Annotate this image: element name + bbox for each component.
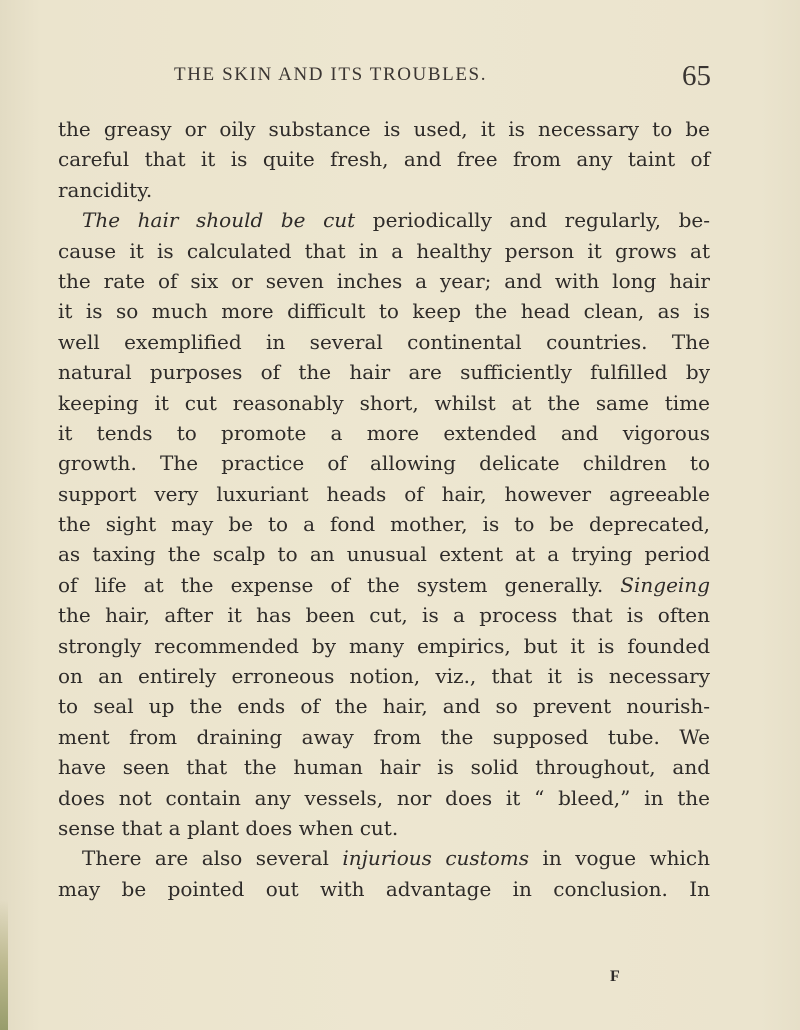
text-line: sense that a plant does when cut. bbox=[58, 815, 399, 840]
text-line bbox=[58, 843, 710, 873]
text-line: keeping it cut reasonably short, whilst at the same time bbox=[58, 390, 710, 415]
text-line: the greasy or oily substance is used, it is necessary to be bbox=[58, 117, 710, 141]
text-line: natural purposes of the hair are sufficiently fulfilled by bbox=[58, 360, 710, 385]
text-line: ment from draining away from the supposed tube. We bbox=[58, 724, 710, 749]
page-number: 65 bbox=[682, 60, 711, 92]
italic-phrase: injurious customs bbox=[342, 846, 529, 871]
text-line: to seal up the ends of the hair, and so prevent nourish- bbox=[58, 694, 710, 719]
text-line: rancidity. bbox=[58, 177, 153, 202]
text-line: the sight may be to a fond mother, is to be deprecated, bbox=[58, 512, 710, 537]
text-segment: of life at the expense of the system generally. bbox=[58, 572, 621, 597]
text-line: well exemplified in several continental countries. The bbox=[58, 329, 710, 354]
italic-phrase: Singeing bbox=[620, 572, 710, 597]
text-line: as taxing the scalp to an unusual extent at a trying period bbox=[58, 542, 710, 567]
page-edge-stain bbox=[0, 900, 8, 1030]
page-header bbox=[0, 60, 800, 100]
text-line: may be pointed out with advantage in conclusion. In bbox=[58, 876, 710, 901]
text-line: support very luxuriant heads of hair, however agreeable bbox=[58, 481, 710, 506]
body-text bbox=[58, 114, 710, 904]
text-line: growth. The practice of allowing delicate children to bbox=[58, 451, 710, 476]
text-segment: in vogue which bbox=[529, 846, 711, 871]
text-line: the rate of six or seven inches a year; and with long hair bbox=[58, 268, 710, 293]
text-segment: periodically and regularly, be- bbox=[355, 208, 710, 233]
signature-mark: F bbox=[610, 968, 620, 985]
text-line bbox=[58, 205, 710, 235]
text-line: on an entirely erroneous notion, viz., that it is necessary bbox=[58, 664, 710, 689]
text-line bbox=[58, 570, 710, 600]
text-line: it is so much more difficult to keep the head clean, as is bbox=[58, 299, 710, 324]
text-line: have seen that the human hair is solid throughout, and bbox=[58, 755, 710, 780]
text-line: strongly recommended by many empirics, but it is founded bbox=[58, 633, 710, 658]
text-segment: There are also several bbox=[82, 846, 343, 871]
text-line: does not contain any vessels, nor does it “ bleed,” in the bbox=[58, 785, 710, 810]
text-line: it tends to promote a more extended and vigorous bbox=[58, 420, 710, 445]
text-line: the hair, after it has been cut, is a process that is often bbox=[58, 603, 710, 628]
text-line: careful that it is quite fresh, and free from any taint of bbox=[58, 147, 710, 172]
italic-phrase: The hair should be cut bbox=[82, 208, 356, 233]
running-title: THE SKIN AND ITS TROUBLES. bbox=[174, 64, 488, 85]
text-line: cause it is calculated that in a healthy person it grows at bbox=[58, 238, 710, 263]
